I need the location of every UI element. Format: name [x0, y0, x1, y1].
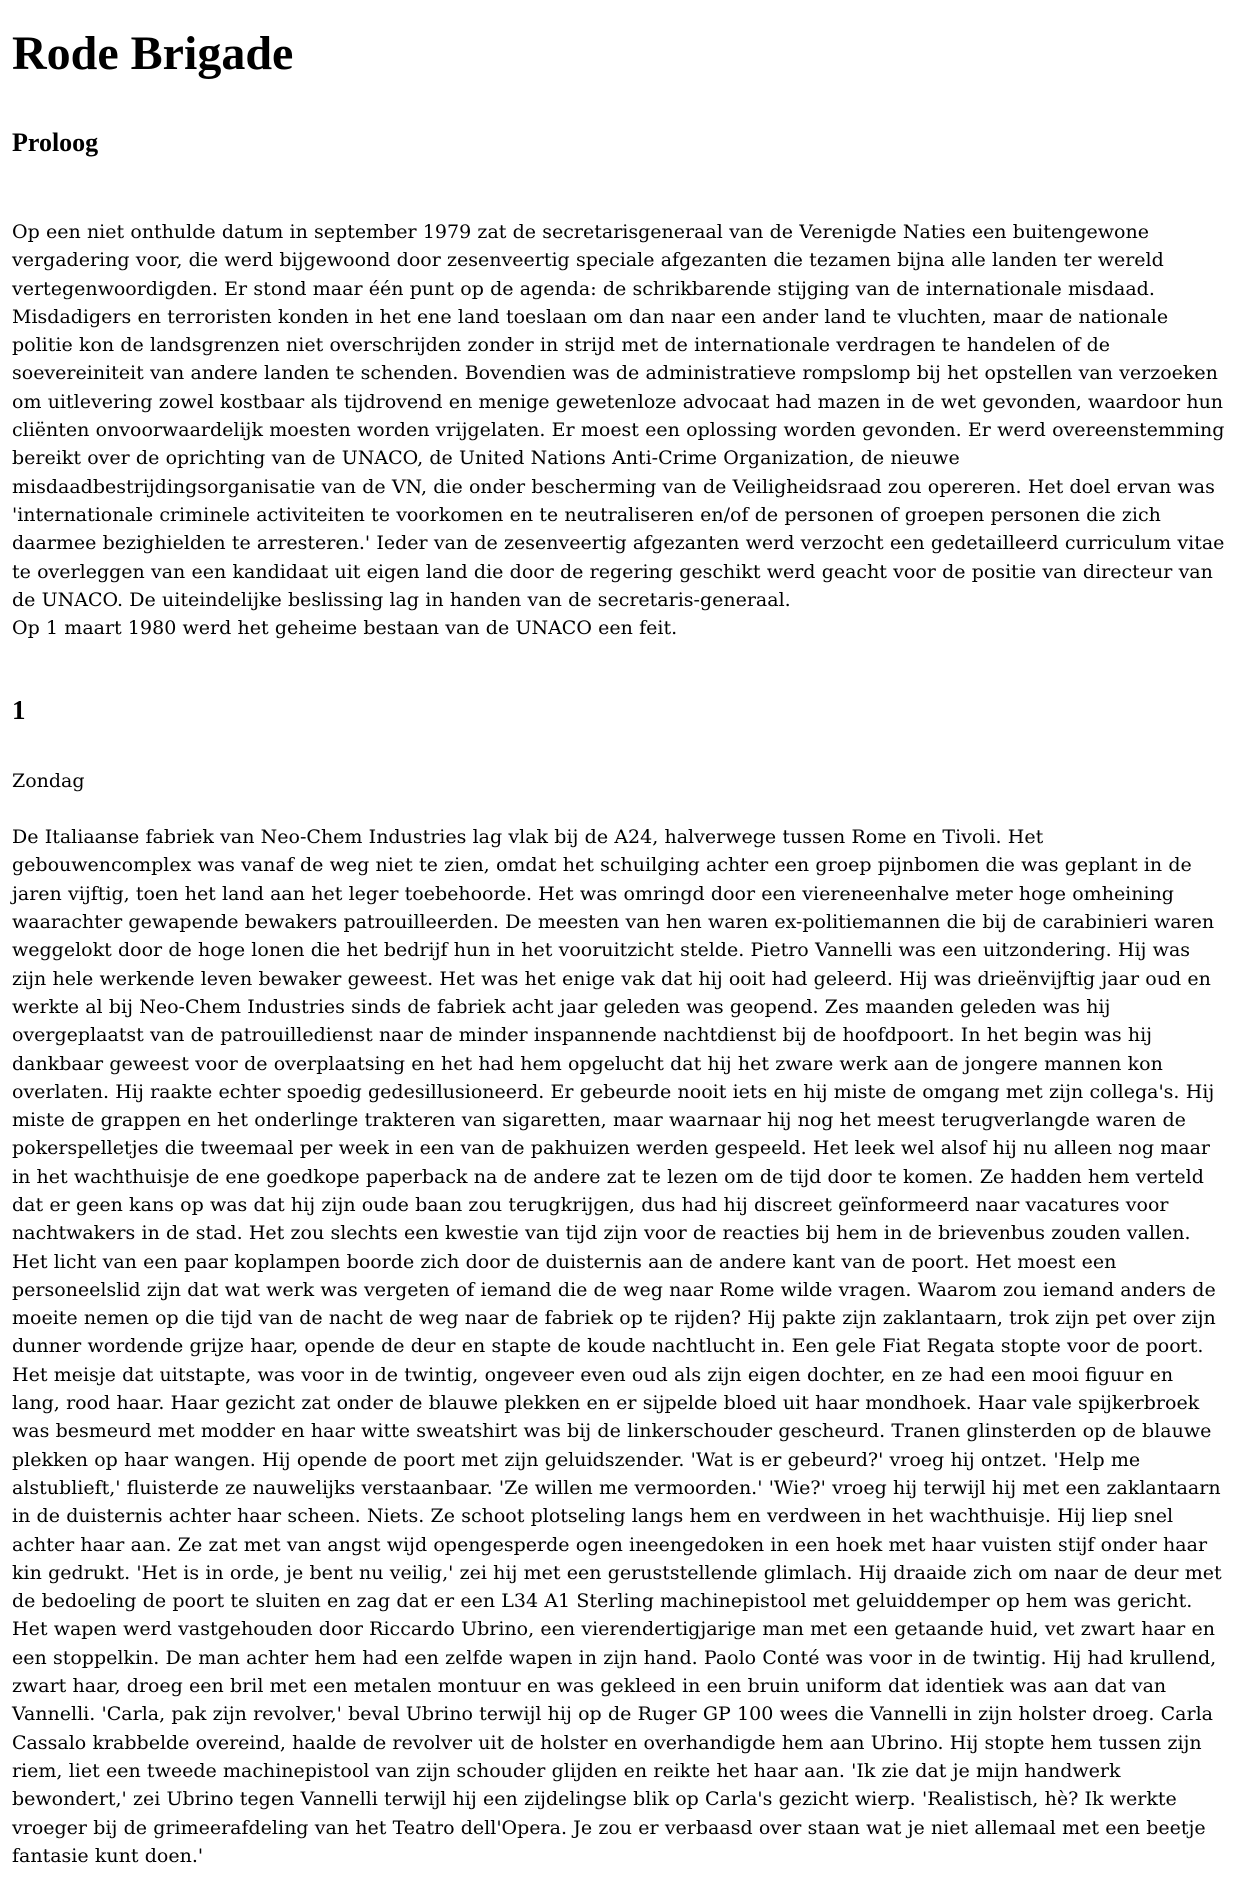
prologue-closing-paragraph: Op 1 maart 1980 werd het geheime bestaan van de UNACO een feit.	[12, 617, 678, 640]
chapter-paragraph: De Italiaanse fabriek van Neo-Chem Industries lag vlak bij de A24, halverwege tussen Rome en Tivoli. Het gebouwencomplex was vanaf de weg niet te zien, omdat het schuilging achter een groep pijnbomen die was geplant in de jaren vijftig, toen het land aan het leger toebehoorde. Het was omringd door een viereneenhalve meter hoge omheining waarachter gewapende bewakers patrouilleerden. De meesten van hen waren ex-politiemannen die bij de carabinieri waren weggelokt door de hoge lonen die het bedrijf hun in het vooruitzicht stelde. Pietro Vannelli was een uitzondering. Hij was zijn hele werkende leven bewaker geweest. Het was het enige vak dat hij ooit had geleerd. Hij was drieënvijftig jaar oud en werkte al bij Neo-Chem Industries sinds de fabriek acht jaar geleden was geopend. Zes maanden geleden was hij overgeplaatst van de patrouilledienst naar de minder inspannende nachtdienst bij de hoofdpoort. In het begin was hij dankbaar geweest voor de overplaatsing en het had hem opgelucht dat hij het zware werk aan de jongere mannen kon overlaten. Hij raakte echter spoedig gedesillusioneerd. Er gebeurde nooit iets en hij miste de omgang met zijn collega's. Hij miste de grappen en het onderlinge trakteren van sigaretten, maar waarnaar hij nog het meest terugverlangde waren de pokerspelletjes die tweemaal per week in een van de pakhuizen werden gespeeld. Het leek wel alsof hij nu alleen nog maar in het wachthuisje de ene goedkope paperback na de andere zat te lezen om de tijd door te komen. Ze hadden hem verteld dat er geen kans op was dat hij zijn oude baan zou terugkrijgen, dus had hij discreet geïnformeerd naar vacatures voor nachtwakers in de stad. Het zou slechts een kwestie van tijd zijn voor de reacties bij hem in de brievenbus zouden vallen. Het licht van een paar koplampen boorde zich door de duisternis aan de andere kant van de poort. Het moest een personeelslid zijn dat wat werk was vergeten of iemand die de weg naar Rome wilde vragen. Waarom zou iemand anders de moeite nemen op die tijd van de nacht de weg naar de fabriek op te rijden? Hij pakte zijn zaklantaarn, trok zijn pet over zijn dunner wordende grijze haar, opende de deur en stapte de koude nachtlucht in. Een gele Fiat Regata stopte voor de poort. Het meisje dat uitstapte, was voor in de twintig, ongeveer even oud als zijn eigen dochter, en ze had een mooi figuur en lang, rood haar. Haar gezicht zat onder de blauwe plekken en er sijpelde bloed uit haar mondhoek. Haar vale spijkerbroek was besmeurd met modder en haar witte sweatshirt was bij de linkerschouder gescheurd. Tranen glinsterden op de blauwe plekken op haar wangen. Hij opende de poort met zijn geluidszender. 'Wat is er gebeurd?' vroeg hij ontzet. 'Help me alstublieft,' fluisterde ze nauwelijks verstaanbaar. 'Ze willen me vermoorden.' 'Wie?' vroeg hij terwijl hij met een zaklantaarn in de duisternis achter haar scheen. Niets. Ze schoot plotseling langs hem en verdween in het wachthuisje. Hij liep snel achter haar aan. Ze zat met van angst wijd opengesperde ogen ineengedoken in een hoek met haar vuisten stijf onder haar kin gedrukt. 'Het is in orde, je bent nu veilig,' zei hij met een geruststellende glimlach. Hij draaide zich om naar de deur met de bedoeling de poort te sluiten en zag dat er een L34 A1 Sterling machinepistool met geluiddemper op hem was gericht. Het wapen werd vastgehouden door Riccardo Ubrino, een vierendertigjarige man met een getaande huid, vet zwart haar en een stoppelkin. De man achter hem had een zelfde wapen in zijn hand. Paolo Conté was voor in de twintig. Hij had krullend, zwart haar, droeg een bril met een metalen montuur en was gekleed in een bruin uniform dat identiek was aan dat van Vannelli. 'Carla, pak zijn revolver,' beval Ubrino terwijl hij op de Ruger GP 100 wees die Vannelli in zijn holster droeg. Carla Cassalo krabbelde overeind, haalde de revolver uit de holster en overhandigde hem aan Ubrino. Hij stopte hem tussen zijn riem, liet een tweede machinepistool van zijn schouder glijden en reikte het haar aan. 'Ik zie dat je mijn handwerk bewondert,' zei Ubrino tegen Vannelli terwijl hij een zijdelingse blik op Carla's gezicht wierp. 'Realistisch, hè? Ik werkte vroeger bij de grimeerafdeling van het Teatro dell'Opera. Je zou er verbaasd over staan wat je niet allemaal met een beetje fantasie kunt doen.'	[12, 826, 1222, 1867]
chapter-number-heading: 1	[12, 695, 26, 726]
prologue-heading: Proloog	[12, 127, 99, 157]
chapter-day-label: Zondag	[12, 769, 85, 792]
prologue-paragraph: Op een niet onthulde datum in september 1979 zat de secretarisgeneraal van de Verenigde Naties een buitengewone vergadering voor, die werd bijgewoond door zesenveertig speciale afgezanten die tezamen bijna alle landen ter wereld vertegenwoordigden. Er stond maar één punt op de agenda: de schrikbarende stijging van de internationale misdaad. Misdadigers en terroristen konden in het ene land toeslaan om dan naar een ander land te vluchten, maar de nationale politie kon de landsgrenzen niet overschrijden zonder in strijd met de internationale verdragen te handelen of de soevereiniteit van andere landen te schenden. Bovendien was de administratieve rompslomp bij het opstellen van verzoeken om uitlevering zowel kostbaar als tijdrovend en menige gewetenloze advocaat had mazen in de wet gevonden, waardoor hun cliënten onvoorwaardelijk moesten worden vrijgelaten. Er moest een oplossing worden gevonden. Er werd overeenstemming bereikt over de oprichting van de UNACO, de United Nations Anti-Crime Organization, de nieuwe misdaadbestrijdingsorganisatie van de VN, die onder bescherming van de Veiligheidsraad zou opereren. Het doel ervan was 'internationale criminele activiteiten te voorkomen en te neutraliseren en/of de personen of groepen personen die zich daarmee bezighielden te arresteren.' Ieder van de zesenveertig afgezanten werd verzocht een gedetailleerd curriculum vitae te overleggen van een kandidaat uit eigen land die door de regering geschikt werd geacht voor de positie van directeur van de UNACO. De uiteindelijke beslissing lag in handen van de secretaris-generaal.	[12, 220, 1225, 611]
page-title: Rode Brigade	[12, 27, 294, 80]
